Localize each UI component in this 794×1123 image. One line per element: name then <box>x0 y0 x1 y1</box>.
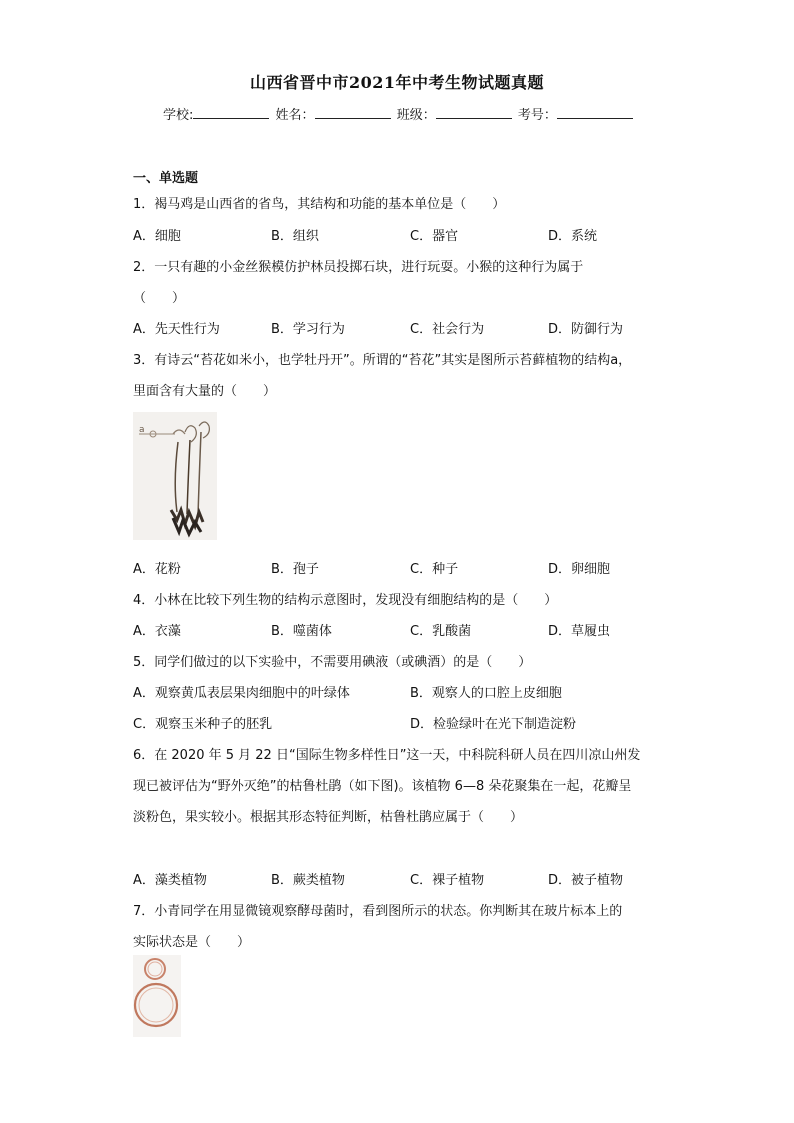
class-blank[interactable] <box>436 106 512 119</box>
question-6-stem-cont-1: 现已被评估为“野外灭绝”的枯鲁杜鹃（如下图)。该植物 6—8 朵花聚集在一起，花瓣呈 <box>133 779 632 794</box>
school-blank[interactable] <box>193 106 269 119</box>
question-6-stem: 6．在 2020 年 5 月 22 日“国际生物多样性日”这一天，中科院科研人员在四川凉山州发 <box>133 748 641 763</box>
name-label: 姓名： <box>275 108 315 123</box>
question-1-stem: 1．褐马鸡是山西省的省鸟，其结构和功能的基本单位是（ ） <box>133 197 506 212</box>
option-c[interactable]: C．器官 <box>410 229 459 244</box>
option-a[interactable]: A．观察黄瓜表层果肉细胞中的叶绿体 <box>133 686 350 701</box>
option-a[interactable]: A．花粉 <box>133 562 181 577</box>
question-4-stem: 4．小林在比较下列生物的结构示意图时，发现没有细胞结构的是（ ） <box>133 593 558 608</box>
option-d[interactable]: D．被子植物 <box>548 873 624 888</box>
class-label: 班级： <box>396 108 436 123</box>
moss-figure <box>133 412 217 540</box>
question-7-stem: 7．小青同学在用显微镜观察酵母菌时，看到图所示的状态。你判断其在玻片标本上的 <box>133 904 623 919</box>
option-c[interactable]: C．社会行为 <box>410 322 485 337</box>
option-d[interactable]: D．检验绿叶在光下制造淀粉 <box>410 717 577 732</box>
option-c[interactable]: C．裸子植物 <box>410 873 485 888</box>
student-info-row <box>163 104 635 123</box>
yeast-microscope-figure <box>133 955 181 1037</box>
question-5-stem: 5．同学们做过的以下实验中，不需要用碘液（或碘酒）的是（ ） <box>133 655 532 670</box>
option-b[interactable]: B．学习行为 <box>271 322 345 337</box>
option-c[interactable]: C．观察玉米种子的胚乳 <box>133 717 273 732</box>
option-b[interactable]: B．观察人的口腔上皮细胞 <box>410 686 562 701</box>
section-heading: 一、单选题 <box>133 171 199 186</box>
option-a[interactable]: A．衣藻 <box>133 624 181 639</box>
option-b[interactable]: B．噬菌体 <box>271 624 332 639</box>
question-2-stem-cont: （ ） <box>133 291 186 306</box>
option-c[interactable]: C．乳酸菌 <box>410 624 472 639</box>
name-blank[interactable] <box>315 106 391 119</box>
figure-label-a: a <box>139 425 145 435</box>
option-b[interactable]: B．组织 <box>271 229 319 244</box>
option-c[interactable]: C．种子 <box>410 562 459 577</box>
option-d[interactable]: D．卵细胞 <box>548 562 611 577</box>
question-3-stem: 3．有诗云“苔花如米小，也学牡丹开”。所谓的“苔花”其实是图所示苔藓植物的结构a， <box>133 353 632 368</box>
option-a[interactable]: A．先天性行为 <box>133 322 220 337</box>
option-d[interactable]: D．系统 <box>548 229 598 244</box>
option-b[interactable]: B．蕨类植物 <box>271 873 345 888</box>
option-b[interactable]: B．孢子 <box>271 562 319 577</box>
number-label: 考号： <box>517 108 557 123</box>
page-title: 山西省晋中市2021年中考生物试题真题 <box>249 73 545 92</box>
option-a[interactable]: A．细胞 <box>133 229 181 244</box>
school-label: 学校: <box>163 108 194 123</box>
question-6-stem-cont-2: 淡粉色，果实较小。根据其形态特征判断，枯鲁杜鹃应属于（ ） <box>133 810 524 825</box>
option-a[interactable]: A．藻类植物 <box>133 873 207 888</box>
number-blank[interactable] <box>557 106 633 119</box>
question-3-stem-cont: 里面含有大量的（ ） <box>133 384 277 399</box>
question-2-stem: 2．一只有趣的小金丝猴模仿护林员投掷石块，进行玩耍。小猴的这种行为属于 <box>133 260 584 275</box>
option-d[interactable]: D．防御行为 <box>548 322 624 337</box>
option-d[interactable]: D．草履虫 <box>548 624 611 639</box>
question-7-stem-cont: 实际状态是（ ） <box>133 935 251 950</box>
